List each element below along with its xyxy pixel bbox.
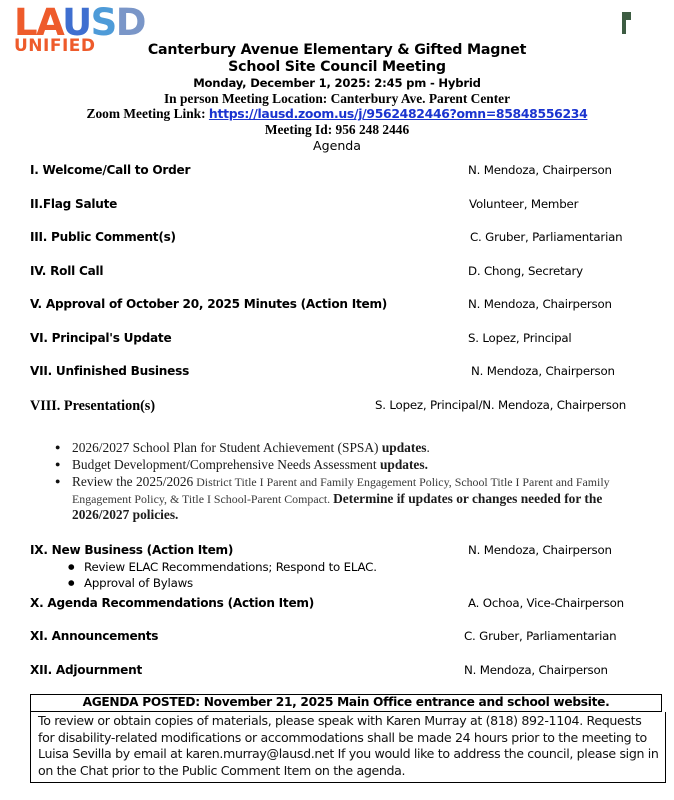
agenda-item-title: IV. Roll Call: [30, 263, 104, 278]
agenda-item-title: XII. Adjournment: [30, 663, 142, 677]
list-item: ● Approval of Bylaws: [84, 576, 674, 592]
presentation-bullet-list: [0, 440, 674, 524]
logo-d: D: [115, 1, 145, 44]
bullet-emphasis: updates: [381, 440, 427, 455]
bullet-text: 2026/2027 School Plan for Student Achievement (SPSA): [72, 440, 382, 455]
accessibility-notice-text: To review or obtain copies of materials, please speak with Karen Murray at (818) 892-1104. Requests for disability-related modifications or accommodations shall be made 24 hours prior to the meeting to Luisa Sevilla by email at karen.murray@lausd.net If you would like to address the council, please sign in on the Chat prior to the Public Comment Item on the agenda.: [30, 712, 666, 783]
green-scan-mark-icon: [622, 12, 626, 34]
list-item: [72, 457, 674, 473]
agenda-row: [0, 331, 674, 365]
zoom-meeting-line: [0, 106, 674, 122]
agenda-item-presenter: S. Lopez, Principal: [468, 330, 572, 345]
agenda-item-presenter: N. Mendoza, Chairperson: [471, 364, 615, 378]
agenda-item-title: VI. Principal's Update: [30, 330, 172, 345]
list-item: [72, 440, 674, 456]
agenda-item-title: V. Approval of October 20, 2025 Minutes (Action Item): [30, 297, 388, 311]
zoom-meeting-link[interactable]: https://lausd.zoom.us/j/9562482446?omn=85848556234: [208, 106, 588, 121]
agenda-row: [0, 398, 674, 432]
meeting-location: In person Meeting Location: Canterbury Ave. Parent Center: [163, 91, 511, 106]
zoom-link-label: Zoom Meeting Link:: [86, 106, 209, 121]
logo-s: S: [90, 1, 116, 44]
agenda-list: [0, 163, 674, 431]
meeting-datetime: Monday, December 1, 2025: 2:45 pm - Hybrid: [193, 76, 481, 90]
agenda-row: [0, 163, 674, 197]
logo-unified: UNIFIED: [14, 36, 96, 56]
page-title-line-1: Canterbury Avenue Elementary & Gifted Magnet: [147, 42, 527, 58]
bullet-detail: District Title I Parent and Family Engagement Policy, School Title I Parent and Family Engagement Policy, & Title I School-Parent Compact.: [72, 475, 610, 506]
bullet-emphasis: updates.: [379, 457, 428, 473]
agenda-item-presenter: C. Gruber, Parliamentarian: [464, 629, 617, 643]
bullet-emphasis: Determine if updates or changes needed for the 2026/2027 policies.: [72, 490, 603, 522]
agenda-heading: Agenda: [312, 138, 362, 153]
list-item: [72, 474, 674, 523]
agenda-item-presenter: N. Mendoza, Chairperson: [468, 163, 612, 177]
agenda-item-presenter: N. Mendoza, Chairperson: [464, 663, 608, 677]
list-item: ● Review ELAC Recommendations; Respond to ELAC.: [84, 560, 674, 576]
agenda-row: [0, 264, 674, 298]
new-business-bullet-list: [0, 560, 674, 591]
agenda-item-presenter: C. Gruber, Parliamentarian: [470, 230, 623, 244]
agenda-row: [0, 197, 674, 231]
bullet-text: Budget Development/Comprehensive Needs Assessment: [72, 457, 380, 473]
agenda-posted-line: AGENDA POSTED: November 21, 2025 Main Office entrance and school website.: [30, 694, 662, 712]
agenda-item-title: III. Public Comment(s): [30, 230, 176, 244]
bullet-lead: Review the 2025/2026: [72, 474, 194, 490]
agenda-item-presenter: S. Lopez, Principal/N. Mendoza, Chairperson: [375, 397, 627, 412]
agenda-item-title: XI. Announcements: [30, 629, 159, 643]
agenda-posting-notice: [30, 694, 666, 783]
agenda-item-title: IX. New Business (Action Item): [30, 543, 234, 557]
agenda-item-title: VII. Unfinished Business: [30, 364, 190, 378]
page-title-line-2: School Site Council Meeting: [228, 58, 446, 75]
agenda-item-presenter: D. Chong, Secretary: [468, 263, 583, 278]
agenda-item-title: VIII. Presentation(s): [30, 397, 156, 414]
bullet-tail: .: [426, 440, 430, 455]
agenda-row: [0, 230, 674, 264]
agenda-item-title: II.Flag Salute: [30, 196, 118, 211]
logo-u: U: [62, 1, 91, 44]
logo-la: LA: [14, 1, 63, 44]
meeting-id: Meeting Id: 956 248 2446: [264, 122, 410, 137]
agenda-item-presenter: Volunteer, Member: [469, 196, 579, 211]
agenda-item-title: X. Agenda Recommendations (Action Item): [30, 596, 315, 610]
logo-wordmark: [14, 1, 194, 44]
agenda-item-presenter: N. Mendoza, Chairperson: [468, 543, 612, 557]
agenda-item-title: I. Welcome/Call to Order: [30, 163, 191, 177]
document-header: [0, 42, 674, 154]
agenda-item-presenter: A. Ochoa, Vice-Chairperson: [468, 596, 624, 610]
agenda-item-presenter: N. Mendoza, Chairperson: [468, 297, 612, 311]
agenda-row: [0, 297, 674, 331]
agenda-row: [0, 364, 674, 398]
